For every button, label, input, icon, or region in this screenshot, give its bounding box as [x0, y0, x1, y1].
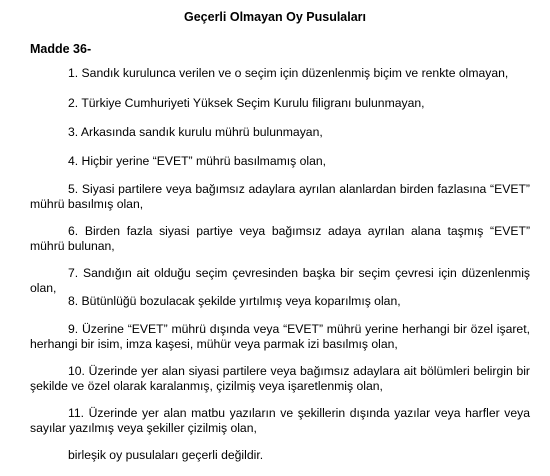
article-heading: Madde 36- [30, 42, 92, 56]
list-item: 2. Türkiye Cumhuriyeti Yüksek Seçim Kurulu filigranı bulunmayan, [68, 96, 425, 110]
list-item: 9. Üzerine “EVET” mührü dışında veya “EVET” mührü yerine herhangi bir özel işaret, herhangi bir isim, imza kaşesi, mühür veya parmak izi basılmış olan, [30, 322, 530, 351]
list-item: 10. Üzerinde yer alan siyasi partilere veya bağımsız adaylara ait bölümleri belirgin bir şekilde ve özel olarak karalanmış, çizilmiş veya işaretlenmiş olan, [30, 364, 530, 393]
list-item: 3. Arkasında sandık kurulu mührü bulunmayan, [68, 125, 323, 139]
list-item: 5. Siyasi partilere veya bağımsız adaylara ayrılan alanlardan birden fazlasına “EVET” mührü basılmış olan, [30, 182, 530, 211]
list-item: 8. Bütünlüğü bozulacak şekilde yırtılmış veya koparılmış olan, [68, 294, 401, 308]
list-item: 1. Sandık kurulunca verilen ve o seçim için düzenlenmiş biçim ve renkte olmayan, [68, 66, 509, 80]
list-item: 4. Hiçbir yerine “EVET” mührü basılmamış olan, [68, 154, 327, 168]
list-item: 6. Birden fazla siyasi partiye veya bağımsız adaya ayrılan alana taşmış “EVET” mührü bulunan, [30, 224, 530, 253]
list-item: 11. Üzerinde yer alan matbu yazıların ve şekillerin dışında yazılar veya harfler veya sayılar yazılmış veya şekiller çizilmiş olan, [30, 406, 530, 435]
document-title: Geçerli Olmayan Oy Pusulaları [183, 10, 367, 24]
closing-text: birleşik oy pusulaları geçerli değildir. [68, 448, 264, 462]
list-item: 7. Sandığın ait olduğu seçim çevresinden başka bir seçim çevresi için düzenlenmiş olan, [30, 266, 530, 295]
